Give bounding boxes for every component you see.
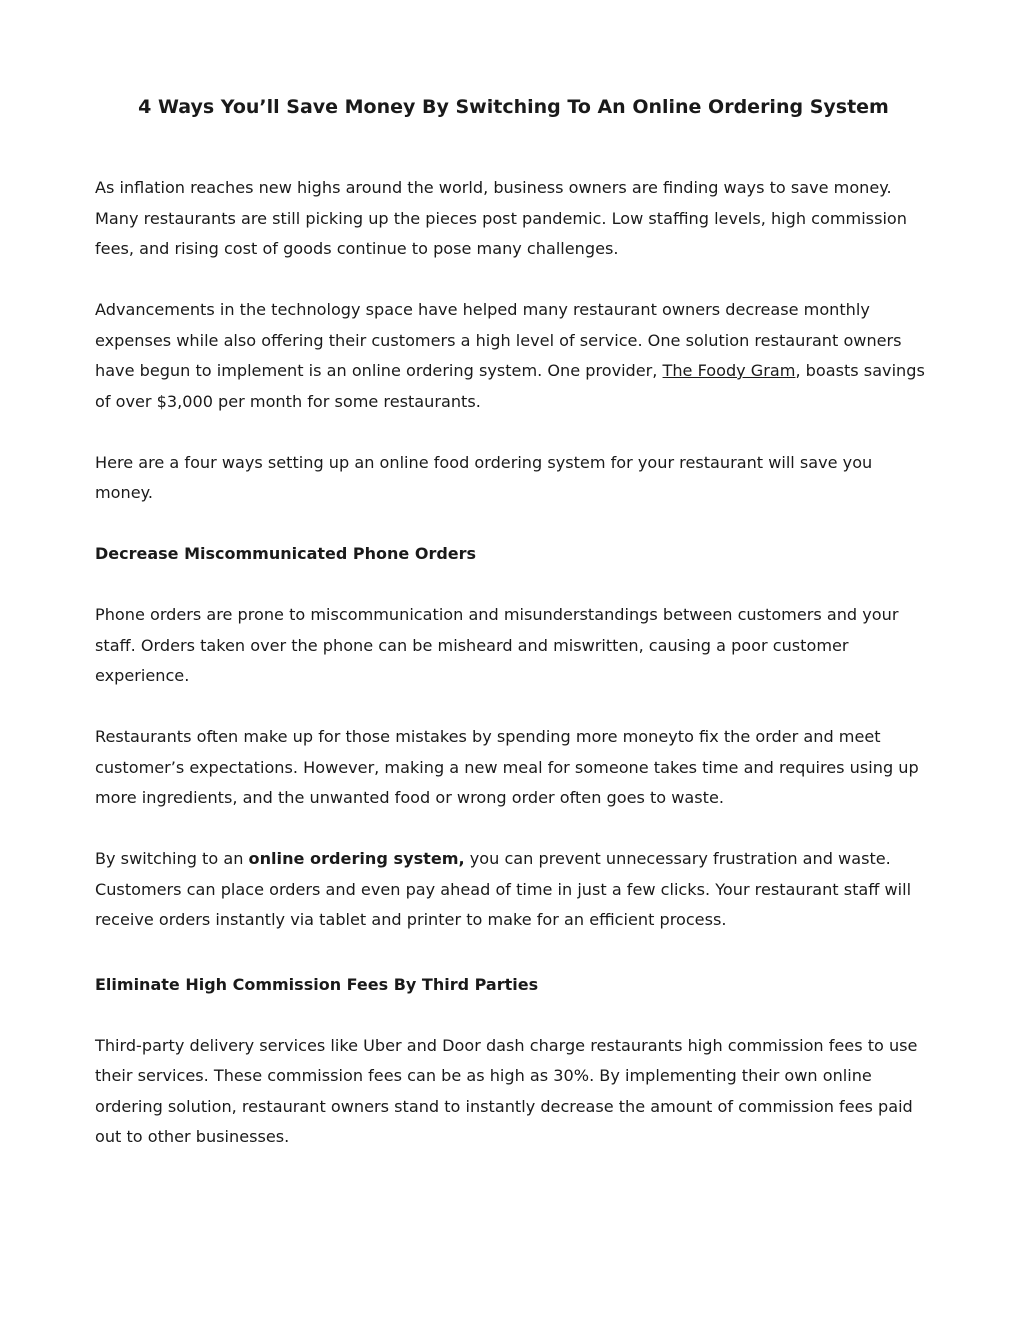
intro-paragraph-2-text-after: , boasts savings of over $3,000 per month for some restaurants. bbox=[95, 361, 925, 411]
phone-orders-paragraph-3-text-after: you can prevent unnecessary frustration and waste. Customers can place orders and even pay ahead of time in just a few clicks. Your restaurant staff will receive orders instantly via tablet and printer to make for an efficient process. bbox=[95, 849, 912, 929]
section-heading-phone-orders: Decrease Miscommunicated Phone Orders bbox=[95, 544, 477, 563]
article-body bbox=[95, 173, 932, 1153]
phone-orders-paragraph-3-text-before: By switching to an bbox=[95, 849, 249, 868]
commission-fees-paragraph-1: Third-party delivery services like Uber and Door dash charge restaurants high commission fees to use their services. These commission fees can be as high as 30%. By implementing their own online ordering solution, restaurant owners stand to instantly decrease the amount of commission fees paid out to other businesses. bbox=[95, 1035, 918, 1146]
intro-paragraph-2 bbox=[95, 295, 932, 417]
phone-orders-paragraph-2: Restaurants often make up for those mistakes by spending more moneyto fix the order and meet customer’s expectations. However, making a new meal for someone takes time and requires using up more ingredients, and the unwanted food or wrong order often goes to waste. bbox=[95, 727, 919, 807]
foody-gram-link[interactable]: The Foody Gram bbox=[662, 361, 796, 380]
intro-paragraph-3: Here are a four ways setting up an online food ordering system for your restaurant will save you money. bbox=[95, 452, 873, 502]
phone-orders-paragraph-3 bbox=[95, 844, 932, 936]
section-heading-commission-fees: Eliminate High Commission Fees By Third Parties bbox=[95, 974, 539, 994]
intro-paragraph-2-text-before: Advancements in the technology space have helped many restaurant owners decrease monthly expenses while also offering their customers a high level of service. One solution restaurant owners have begun to implement is an online ordering system. One provider, bbox=[95, 300, 902, 380]
intro-paragraph-1: As inflation reaches new highs around the world, business owners are finding ways to save money. Many restaurants are still picking up the pieces post pandemic. Low staffing levels, high commission fees, and rising cost of goods continue to pose many challenges. bbox=[95, 178, 907, 258]
online-ordering-system-emphasis: online ordering system, bbox=[248, 849, 465, 868]
phone-orders-paragraph-1: Phone orders are prone to miscommunication and misunderstandings between customers and your staff. Orders taken over the phone can be misheard and miswritten, causing a poor customer experience. bbox=[95, 605, 899, 685]
page-title: 4 Ways You’ll Save Money By Switching To An Online Ordering System bbox=[138, 96, 889, 118]
